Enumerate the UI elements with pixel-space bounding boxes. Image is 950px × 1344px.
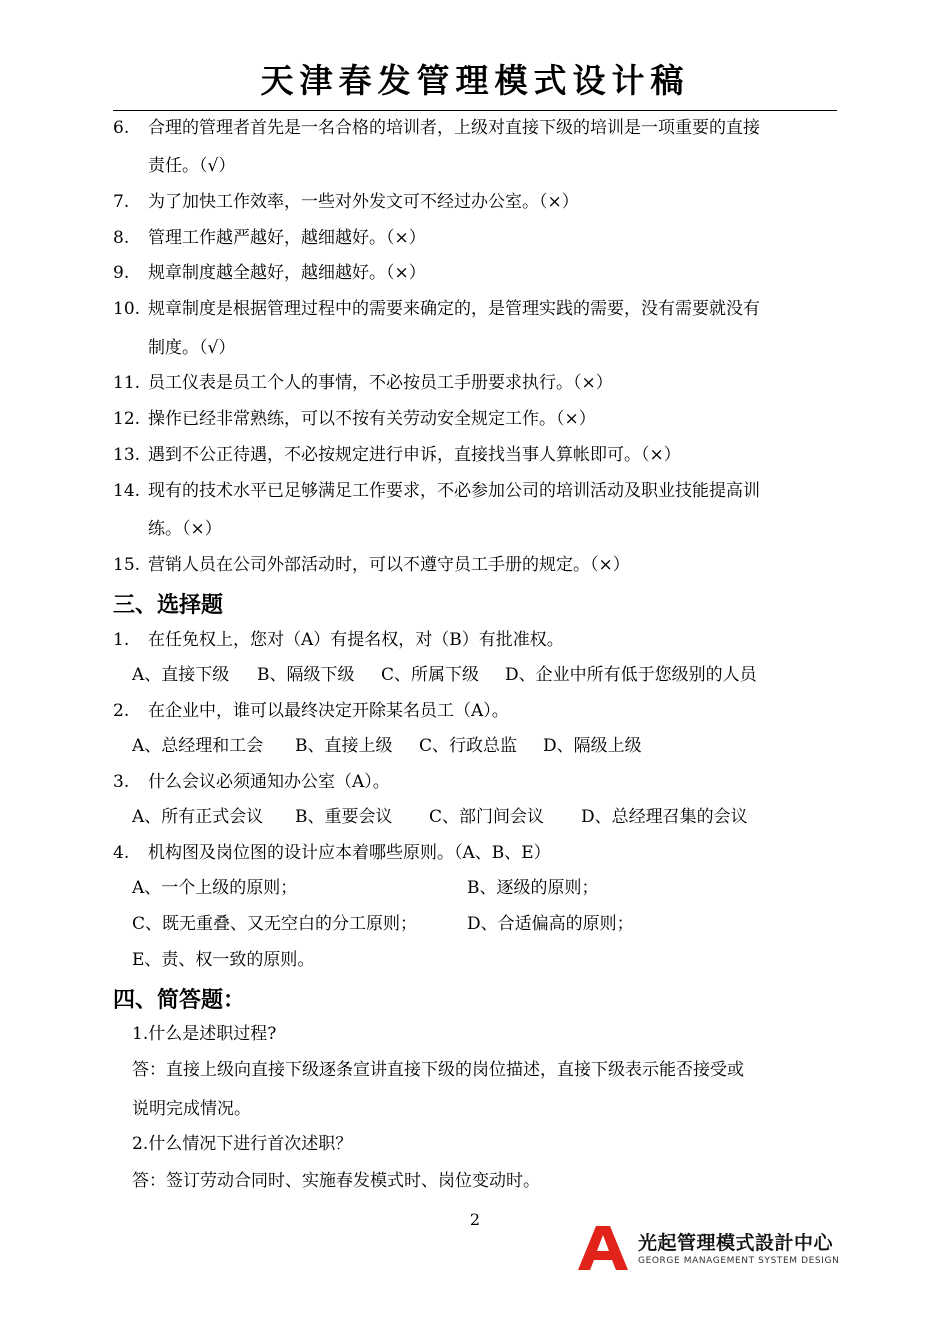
item-number: 13.: [113, 445, 141, 465]
short-answer-2: 答：签订劳动合同时、实施春发模式时、岗位变动时。: [132, 1171, 540, 1191]
section-heading-short-answer: 四、简答题：: [113, 988, 246, 1013]
item-number: 9.: [113, 263, 130, 283]
item-text-cont: 制度。（√）: [148, 338, 236, 358]
item-text: 操作已经非常熟练，可以不按有关劳动安全规定工作。（×）: [148, 409, 596, 429]
option-d: D、合适偏高的原则；: [467, 914, 634, 934]
question-text: 什么会议必须通知办公室（A）。: [148, 772, 390, 792]
item-text: 现有的技术水平已足够满足工作要求，不必参加公司的培训活动及职业技能提高训: [148, 481, 760, 501]
option-b: B、直接上级: [295, 736, 393, 756]
option-a: A、总经理和工会: [132, 736, 264, 756]
question-text: 在任免权上，您对（A）有提名权，对（B）有批准权。: [148, 630, 564, 650]
short-question-2: 2.什么情况下进行首次述职？: [132, 1134, 353, 1154]
short-question-1: 1.什么是述职过程?: [132, 1024, 277, 1044]
item-text: 为了加快工作效率，一些对外发文可不经过办公室。（×）: [148, 192, 579, 212]
item-text-cont: 责任。（√）: [148, 156, 236, 176]
item-number: 6.: [113, 118, 130, 138]
item-text: 遇到不公正待遇，不必按规定进行申诉，直接找当事人算帐即可。（×）: [148, 445, 681, 465]
option-d: D、总经理召集的会议: [581, 807, 748, 827]
question-number: 2.: [113, 701, 130, 721]
question-number: 1.: [113, 630, 130, 650]
page-number: 2: [469, 1210, 481, 1229]
item-text: 规章制度越全越好，越细越好。（×）: [148, 263, 426, 283]
logo-english-text: GEORGE MANAGEMENT SYSTEM DESIGN: [638, 1256, 840, 1266]
option-d: D、企业中所有低于您级别的人员: [505, 665, 757, 685]
question-number: 3.: [113, 772, 130, 792]
title-rule: [113, 110, 837, 111]
question-number: 4.: [113, 843, 130, 863]
option-c: C、所属下级: [381, 665, 480, 685]
item-number: 12.: [113, 409, 141, 429]
option-e: E、责、权一致的原则。: [132, 950, 315, 970]
item-text-cont: 练。（×）: [148, 519, 222, 539]
question-text: 机构图及岗位图的设计应本着哪些原则。（A、B、E）: [148, 843, 551, 863]
short-answer-1: 答：直接上级向直接下级逐条宣讲直接下级的岗位描述，直接下级表示能否接受或: [132, 1060, 744, 1080]
option-a: A、直接下级: [132, 665, 230, 685]
item-number: 15.: [113, 555, 141, 575]
item-text: 合理的管理者首先是一名合格的培训者，上级对直接下级的培训是一项重要的直接: [148, 118, 760, 138]
item-number: 10.: [113, 299, 141, 319]
option-b: B、隔级下级: [257, 665, 355, 685]
short-answer-1-cont: 说明完成情况。: [132, 1099, 251, 1119]
option-c: C、既无重叠、又无空白的分工原则；: [132, 914, 418, 934]
item-number: 7.: [113, 192, 130, 212]
logo-a-mark-icon: [576, 1226, 630, 1270]
item-text: 营销人员在公司外部活动时，可以不遵守员工手册的规定。（×）: [148, 555, 630, 575]
item-text: 员工仪表是员工个人的事情，不必按员工手册要求执行。（×）: [148, 373, 613, 393]
item-text: 管理工作越严越好，越细越好。（×）: [148, 228, 426, 248]
item-number: 8.: [113, 228, 130, 248]
option-b: B、逐级的原则；: [467, 878, 599, 898]
item-number: 11.: [113, 373, 141, 393]
option-c: C、行政总监: [419, 736, 518, 756]
option-d: D、隔级上级: [543, 736, 642, 756]
section-heading-choice: 三、选择题: [113, 593, 224, 618]
item-number: 14.: [113, 481, 141, 501]
option-a: A、所有正式会议: [132, 807, 264, 827]
option-b: B、重要会议: [295, 807, 393, 827]
question-text: 在企业中，谁可以最终决定开除某名员工（A）。: [148, 701, 509, 721]
item-text: 规章制度是根据管理过程中的需要来确定的，是管理实践的需要，没有需要就没有: [148, 299, 760, 319]
company-logo: [576, 1226, 838, 1270]
logo-chinese-text: 光起管理模式設計中心: [638, 1232, 834, 1254]
option-c: C、部门间会议: [429, 807, 545, 827]
option-a: A、一个上级的原则；: [132, 878, 298, 898]
page-title: 天津春发管理模式设计稿: [260, 61, 690, 100]
